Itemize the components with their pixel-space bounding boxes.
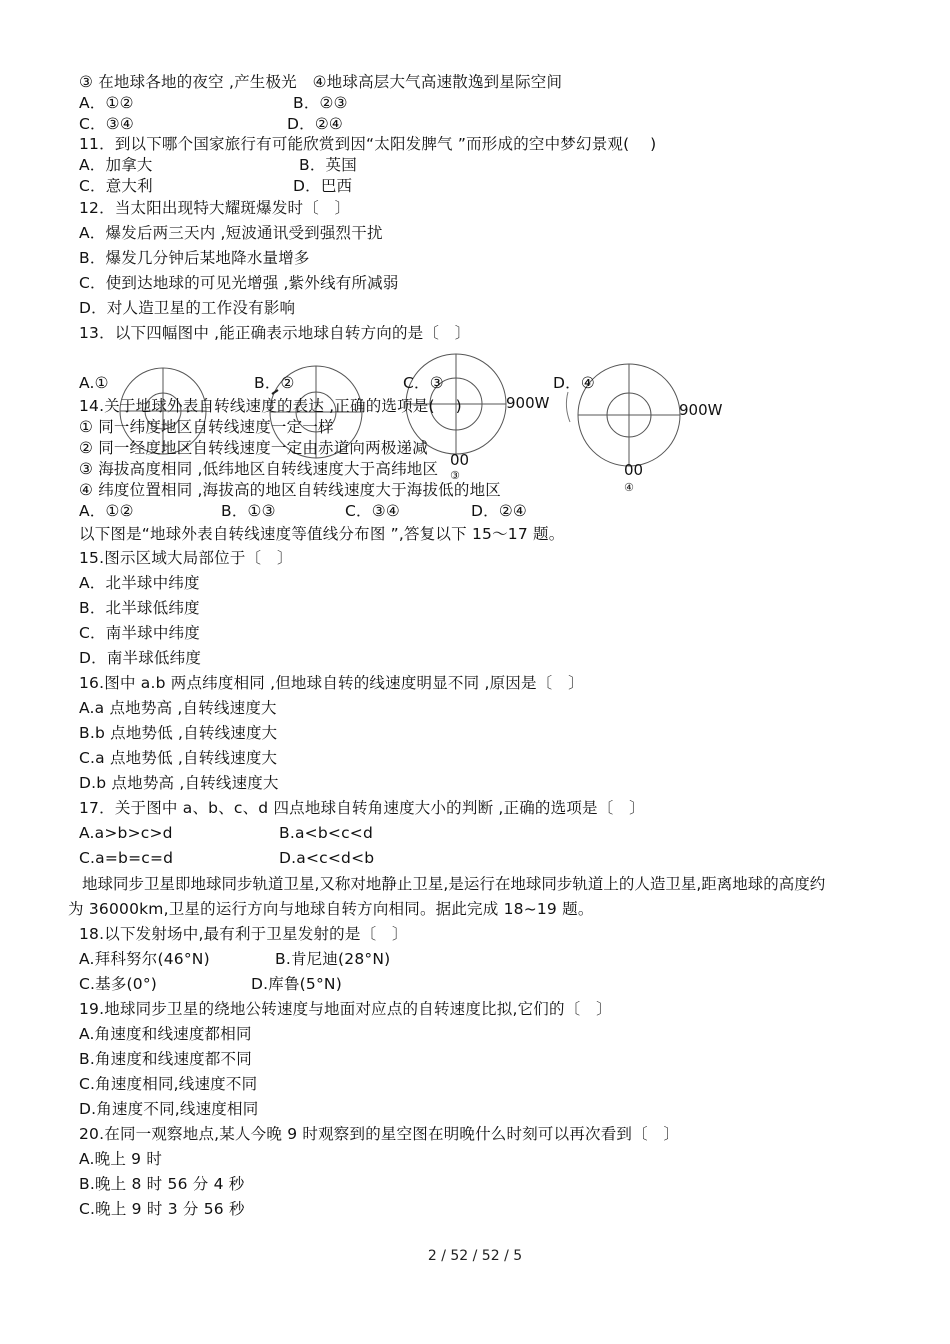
q18-option-a: A.拜科努尔(46°N) <box>79 950 210 968</box>
q19-option-d: D.角速度不同,线速度相同 <box>79 1100 259 1118</box>
fig3-equator-label: 00 <box>450 451 470 469</box>
q11-option-a: A．加拿大 <box>79 156 153 174</box>
q15-option-d: D．南半球低纬度 <box>79 649 202 667</box>
q10-option-a: A．①② <box>79 94 134 112</box>
q14-statement-1: ① 同一纬度地区自转线速度一定一样 <box>79 418 334 436</box>
q14-statement-3: ③ 海拔高度相同 ,低纬地区自转线速度大于高纬地区 <box>79 460 439 478</box>
fig3-longitude-label: 900W <box>506 394 550 412</box>
q20-stem: 20.在同一观察地点,某人今晚 9 时观察到的星空图在明晚什么时刻可以再次看到〔 〕 <box>79 1125 680 1143</box>
q13-stem: 13．以下四幅图中 ,能正确表示地球自转方向的是〔 〕 <box>79 324 471 342</box>
q10-statement-line: ③ 在地球各地的夜空 ,产生极光 ④地球高层大气高速散逸到星际空间 <box>79 73 563 91</box>
q18-option-c: C.基多(0°) <box>79 975 158 993</box>
q14-option-d: D．②④ <box>471 502 528 520</box>
q11-option-c: C．意大利 <box>79 177 153 195</box>
fig4-number: ④ <box>624 481 634 494</box>
q15-option-c: C．南半球中纬度 <box>79 624 200 642</box>
q15-option-b: B．北半球低纬度 <box>79 599 200 617</box>
q16-option-b: B.b 点地势低 ,自转线速度大 <box>79 724 278 742</box>
q10-option-b: B．②③ <box>293 94 348 112</box>
q13-option-c: C．③ <box>403 374 444 392</box>
q14-statement-4: ④ 纬度位置相同 ,海拔高的地区自转线速度大于海拔低的地区 <box>79 481 501 499</box>
q14-option-c: C．③④ <box>345 502 400 520</box>
q20-option-c: C.晚上 9 时 3 分 56 秒 <box>79 1200 245 1218</box>
q14-option-a: A．①② <box>79 502 134 520</box>
q12-stem: 12．当太阳出现特大耀斑爆发时〔 〕 <box>79 199 351 217</box>
q15-stem: 15.图示区域大局部位于〔 〕 <box>79 549 293 567</box>
q15-option-a: A．北半球中纬度 <box>79 574 200 592</box>
q11-option-b: B．英国 <box>299 156 357 174</box>
q20-option-a: A.晚上 9 时 <box>79 1150 163 1168</box>
q18-stem: 18.以下发射场中,最有利于卫星发射的是〔 〕 <box>79 925 408 943</box>
q17-option-d: D.a<c<d<b <box>279 849 375 867</box>
fig4-equator-label: 00 <box>624 461 644 479</box>
q10-option-d: D．②④ <box>287 115 344 133</box>
page-footer: 2 / 52 / 52 / 5 <box>427 1248 523 1264</box>
q17-option-a: A.a>b>c>d <box>79 824 173 842</box>
q18-option-d: D.库鲁(5°N) <box>251 975 342 993</box>
fig4-longitude-label: 900W <box>679 401 723 419</box>
q17-option-c: C.a=b=c=d <box>79 849 174 867</box>
q13-option-a: A.① <box>79 374 109 392</box>
q11-stem: 11．到以下哪个国家旅行有可能欣赏到因“太阳发脾气 ”而形成的空中梦幻景观( ) <box>79 135 657 153</box>
q12-option-a: A．爆发后两三天内 ,短波通讯受到强烈干扰 <box>79 224 383 242</box>
q13-option-b: B．② <box>254 374 295 392</box>
q16-option-a: A.a 点地势高 ,自转线速度大 <box>79 699 277 717</box>
q12-option-c: C．使到达地球的可见光增强 ,紫外线有所减弱 <box>79 274 399 292</box>
q19-option-a: A.角速度和线速度都相同 <box>79 1025 252 1043</box>
q11-option-d: D．巴西 <box>293 177 353 195</box>
q10-option-c: C．③④ <box>79 115 134 133</box>
fig3-number: ③ <box>450 469 460 482</box>
q14-option-b: B．①③ <box>221 502 276 520</box>
q18-19-intro-line-2: 为 36000km,卫星的运行方向与地球自转方向相同。据此完成 18~19 题。 <box>68 900 594 918</box>
q16-option-d: D.b 点地势高 ,自转线速度大 <box>79 774 279 792</box>
q19-option-b: B.角速度和线速度都不同 <box>79 1050 252 1068</box>
q18-option-b: B.肯尼迪(28°N) <box>275 950 391 968</box>
q12-option-b: B．爆发几分钟后某地降水量增多 <box>79 249 310 267</box>
q18-19-intro-line-1: 地球同步卫星即地球同步轨道卫星,又称对地静止卫星,是运行在地球同步轨道上的人造卫星,距离地球的高度约 <box>82 875 826 893</box>
q20-option-b: B.晚上 8 时 56 分 4 秒 <box>79 1175 245 1193</box>
q19-stem: 19.地球同步卫星的绕地公转速度与地面对应点的自转速度比拟,它们的〔 〕 <box>79 1000 612 1018</box>
q13-option-d: D．④ <box>553 374 595 392</box>
q19-option-c: C.角速度相同,线速度不同 <box>79 1075 258 1093</box>
q16-stem: 16.图中 a.b 两点纬度相同 ,但地球自转的线速度明显不同 ,原因是〔 〕 <box>79 674 584 692</box>
q17-option-b: B.a<b<c<d <box>279 824 374 842</box>
q17-stem: 17．关于图中 a、b、c、d 四点地球自转角速度大小的判断 ,正确的选项是〔 〕 <box>79 799 645 817</box>
q14-statement-2: ② 同一经度地区自转线速度一定由赤道向两极递减 <box>79 439 428 457</box>
q12-option-d: D．对人造卫星的工作没有影响 <box>79 299 296 317</box>
q14-stem: 14.关于地球外表自转线速度的表达 ,正确的选项是( ) <box>79 397 462 415</box>
q16-option-c: C.a 点地势低 ,自转线速度大 <box>79 749 278 767</box>
q15-17-intro: 以下图是“地球外表自转线速度等值线分布图 ”,答复以下 15～17 题。 <box>79 525 565 543</box>
